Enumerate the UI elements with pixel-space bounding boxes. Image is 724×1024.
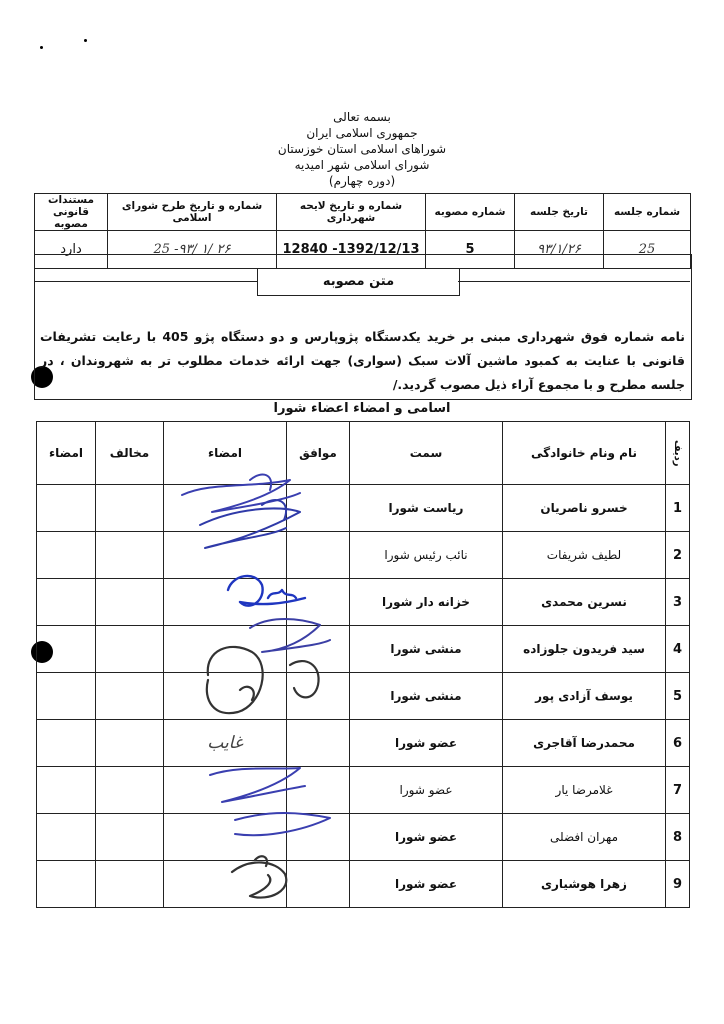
- title-line-left: [34, 281, 257, 282]
- meta-legal-docs: دارد: [35, 231, 108, 269]
- signature-cell-2: [37, 814, 96, 861]
- header-line-4: شورای اسلامی شهر امیدیه: [294, 158, 430, 172]
- table-row: [37, 767, 690, 814]
- table-row: [37, 532, 690, 579]
- meta-header-legal-docs: مستندات قانونی مصوبه: [35, 194, 108, 231]
- row-number: 7: [666, 767, 690, 814]
- signature-cell-2: [37, 485, 96, 532]
- table-row: [37, 579, 690, 626]
- meta-plan: 25 -۹۳/ ۱/ ۲۶: [108, 231, 277, 269]
- disagree-cell: [96, 814, 164, 861]
- col-disagree: مخالف: [96, 422, 164, 485]
- row-number: 8: [666, 814, 690, 861]
- signature-cell: [164, 720, 287, 767]
- disagree-cell: [96, 861, 164, 908]
- signature-cell-2: [37, 861, 96, 908]
- col-name: نام ونام خانوادگی: [503, 422, 666, 485]
- members-table: [36, 421, 690, 908]
- col-signature: امضاء: [164, 422, 287, 485]
- agree-cell: [287, 720, 350, 767]
- agree-cell: [287, 767, 350, 814]
- member-name: محمدرضا آقاجری: [503, 720, 666, 767]
- member-role: منشی شورا: [350, 673, 503, 720]
- meta-header-resolution-number: شماره مصوبه: [426, 194, 515, 231]
- member-role: عضو شورا: [350, 720, 503, 767]
- member-name: سید فریدون جلوزاده: [503, 626, 666, 673]
- signature-cell-2: [37, 626, 96, 673]
- table-row: [37, 814, 690, 861]
- member-role: خزانه دار شورا: [350, 579, 503, 626]
- agree-cell: [287, 579, 350, 626]
- signature-cell: [164, 579, 287, 626]
- agree-cell: [287, 485, 350, 532]
- member-name: یوسف آزادی پور: [503, 673, 666, 720]
- agree-cell: [287, 861, 350, 908]
- member-role: عضو شورا: [350, 814, 503, 861]
- meta-session-number: 25: [604, 231, 691, 269]
- agree-cell: [287, 626, 350, 673]
- header-line-2: جمهوری اسلامی ایران: [306, 126, 418, 140]
- disagree-cell: [96, 673, 164, 720]
- signature-cell-2: [37, 579, 96, 626]
- signature-cell: [164, 626, 287, 673]
- header-line-5: (دوره چهارم): [328, 174, 396, 188]
- signature-cell-2: [37, 673, 96, 720]
- signature-cell: [164, 814, 287, 861]
- table-row: [37, 485, 690, 532]
- member-role: منشی شورا: [350, 626, 503, 673]
- meta-header-plan: شماره و تاریخ طرح شورای اسلامی: [108, 194, 277, 231]
- table-row: [37, 673, 690, 720]
- signature-cell: [164, 673, 287, 720]
- row-number: 1: [666, 485, 690, 532]
- header-line-1: بسمه تعالی: [333, 110, 391, 124]
- members-title: اسامی و امضاء اعضاء شورا: [273, 401, 451, 416]
- meta-header-bill: شماره و تاریخ لایحه شهرداری: [277, 194, 426, 231]
- signature-cell: [164, 861, 287, 908]
- disagree-cell: [96, 532, 164, 579]
- member-name: لطیف شریفات: [503, 532, 666, 579]
- row-number: 5: [666, 673, 690, 720]
- meta-bill: 12840 -1392/12/13: [277, 231, 426, 269]
- signature-cell: [164, 485, 287, 532]
- agree-cell: [287, 814, 350, 861]
- member-name: خسرو ناصریان: [503, 485, 666, 532]
- resolution-title: متن مصوبه: [257, 268, 460, 296]
- speck: [40, 46, 43, 49]
- member-name: نسرین محمدی: [503, 579, 666, 626]
- agree-cell: [287, 673, 350, 720]
- resolution-text: نامه شماره فوق شهرداری مبنی بر خرید یکدستگاه پژوپارس و دو دستگاه پژو 405 با رعایت تشریفات قانونی با عنایت به کمبود ماشین آلات سبک (سواری) جهت ارائه خدمات مطلوب تر به شهروندان ، در جلسه مطرح و با مجموع آراء ذیل مصوب گردید./: [40, 329, 685, 392]
- row-number: 4: [666, 626, 690, 673]
- signature-cell-2: [37, 767, 96, 814]
- col-role: سمت: [350, 422, 503, 485]
- signature-cell: [164, 532, 287, 579]
- signature-cell-2: [37, 532, 96, 579]
- row-number: 3: [666, 579, 690, 626]
- row-number: 6: [666, 720, 690, 767]
- disagree-cell: [96, 626, 164, 673]
- row-number: 2: [666, 532, 690, 579]
- member-role: نائب رئیس شورا: [350, 532, 503, 579]
- table-row: [37, 626, 690, 673]
- disagree-cell: [96, 485, 164, 532]
- disagree-cell: [96, 720, 164, 767]
- col-row: ردیف: [666, 422, 690, 485]
- speck: [84, 39, 87, 42]
- signature-cell-2: [37, 720, 96, 767]
- member-role: ریاست شورا: [350, 485, 503, 532]
- title-line-right: [458, 281, 690, 282]
- table-row: [37, 720, 690, 767]
- member-role: عضو شورا: [350, 767, 503, 814]
- disagree-cell: [96, 767, 164, 814]
- member-name: زهرا هوشیاری: [503, 861, 666, 908]
- signature-cell: [164, 767, 287, 814]
- disagree-cell: [96, 579, 164, 626]
- member-name: غلامرضا یار: [503, 767, 666, 814]
- meta-session-date: ۹۳/۱/۲۶: [515, 231, 604, 269]
- absent-note: غایب: [207, 733, 243, 753]
- agree-cell: [287, 532, 350, 579]
- col-agree: موافق: [287, 422, 350, 485]
- col-signature-2: امضاء: [37, 422, 96, 485]
- meta-header-session-date: تاریخ جلسه: [515, 194, 604, 231]
- row-number: 9: [666, 861, 690, 908]
- member-name: مهران افضلی: [503, 814, 666, 861]
- table-row: [37, 861, 690, 908]
- header-line-3: شوراهای اسلامی استان خوزستان: [277, 142, 447, 156]
- meta-resolution-number: 5: [426, 231, 515, 269]
- meta-header-session-number: شماره جلسه: [604, 194, 691, 231]
- member-role: عضو شورا: [350, 861, 503, 908]
